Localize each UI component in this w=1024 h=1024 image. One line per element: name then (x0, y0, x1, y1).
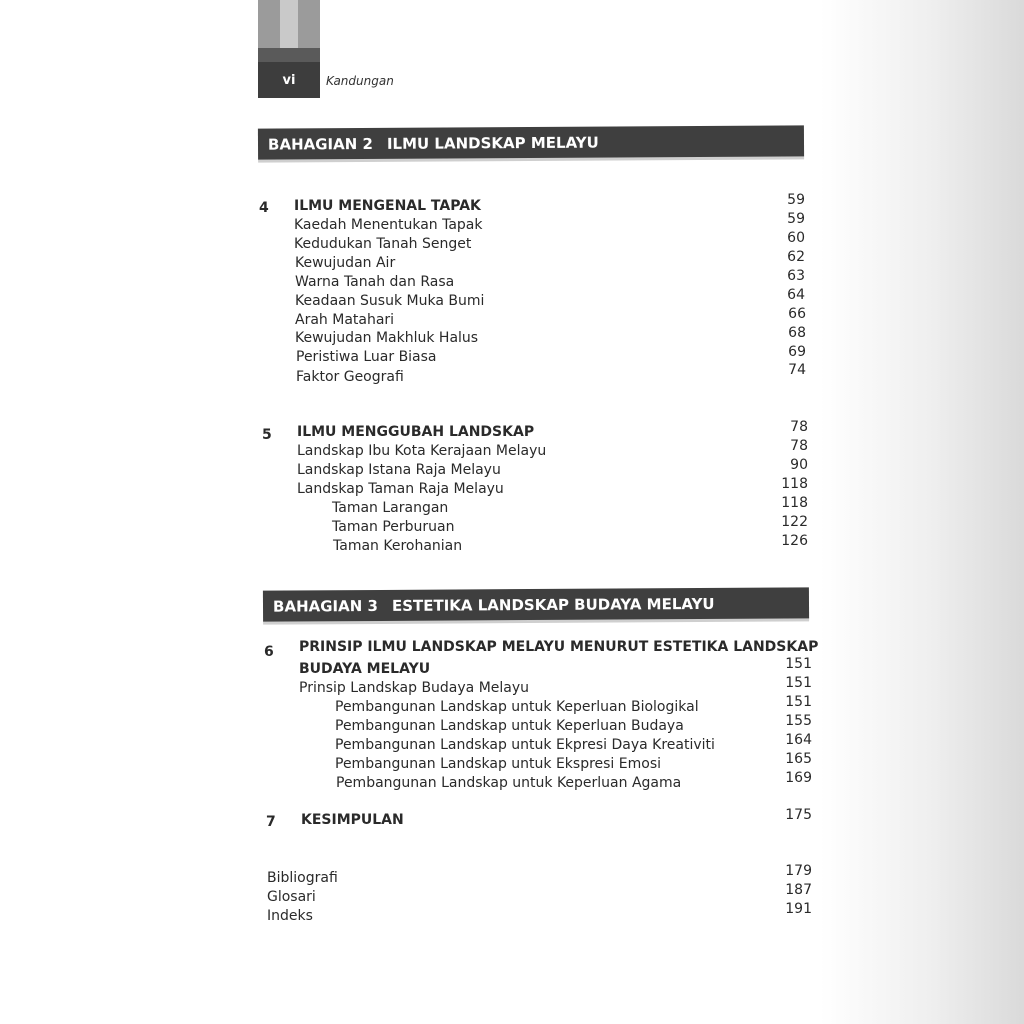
toc-subentry: Pembangunan Landskap untuk Ekspresi Emosi (335, 756, 662, 772)
chapter-title: ILMU MENGENAL TAPAK (294, 198, 481, 214)
chapter-title: ILMU MENGGUBAH LANDSKAP (297, 424, 535, 440)
toc-entry: Landskap Ibu Kota Kerajaan Melayu (297, 443, 547, 459)
toc-page: 90 (790, 457, 808, 473)
toc-entry: Landskap Istana Raja Melayu (297, 462, 501, 478)
toc-page: 164 (785, 732, 812, 748)
tab-light-stripe (280, 0, 298, 48)
toc-entry: Keadaan Susuk Muka Bumi (295, 293, 485, 309)
toc-page: 69 (788, 344, 806, 360)
chapter-title: PRINSIP ILMU LANDSKAP MELAYU MENURUT ESTETIKA LANDSKAP (299, 639, 819, 655)
toc-page: 78 (790, 438, 808, 454)
toc-page: 74 (788, 362, 806, 378)
toc-page: 60 (787, 230, 805, 246)
toc-page: 126 (781, 533, 808, 549)
running-header-title: Kandungan (326, 74, 394, 88)
toc-subentry: Taman Kerohanian (333, 538, 463, 554)
page-gutter-shadow (820, 0, 1024, 1024)
back-matter-entry: Glosari (267, 889, 316, 905)
toc-page: 118 (781, 495, 808, 511)
toc-page: 151 (785, 675, 812, 691)
chapter-title-continued: BUDAYA MELAYU (299, 661, 431, 677)
back-matter-page: 179 (785, 863, 812, 879)
chapter-number: 4 (259, 200, 269, 216)
back-matter-page: 191 (785, 901, 812, 917)
toc-page: 155 (785, 713, 812, 729)
part-title: ILMU LANDSKAP MELAYU (386, 133, 599, 153)
chapter-number: 6 (264, 644, 274, 660)
chapter-number: 5 (262, 427, 272, 443)
toc-subentry: Taman Larangan (332, 500, 449, 516)
page-tab (258, 0, 320, 98)
toc-entry: Kewujudan Makhluk Halus (295, 330, 479, 346)
toc-entry: Faktor Geografi (296, 369, 404, 385)
toc-page: 122 (781, 514, 808, 530)
toc-page: 151 (785, 694, 812, 710)
toc-entry: Kedudukan Tanah Senget (294, 236, 472, 252)
chapter-page: 175 (785, 807, 812, 823)
toc-page: 68 (788, 325, 806, 341)
part-3-banner (263, 587, 809, 621)
toc-subentry: Taman Perburuan (332, 519, 455, 535)
page-number: vi (258, 62, 320, 98)
back-matter-page: 187 (785, 882, 812, 898)
toc-page: 63 (787, 268, 805, 284)
toc-subentry: Pembangunan Landskap untuk Keperluan Budaya (335, 718, 684, 734)
toc-entry: Prinsip Landskap Budaya Melayu (299, 680, 530, 696)
chapter-page: 151 (785, 656, 812, 672)
part-label: BAHAGIAN 2 (267, 134, 373, 154)
toc-page: 64 (787, 287, 805, 303)
toc-entry: Arah Matahari (295, 312, 395, 328)
toc-entry: Kewujudan Air (295, 255, 396, 271)
toc-subentry: Pembangunan Landskap untuk Ekpresi Daya Kreativiti (335, 737, 715, 753)
toc-page: 118 (781, 476, 808, 492)
toc-page: 59 (787, 211, 805, 227)
chapter-page: 59 (787, 192, 805, 208)
toc-page: 62 (787, 249, 805, 265)
toc-subentry: Pembangunan Landskap untuk Keperluan Biologikal (335, 699, 699, 715)
chapter-page: 78 (790, 419, 808, 435)
toc-entry: Warna Tanah dan Rasa (295, 274, 455, 290)
back-matter-entry: Indeks (267, 908, 313, 924)
toc-subentry: Pembangunan Landskap untuk Keperluan Agama (336, 775, 682, 791)
part-title: ESTETIKA LANDSKAP BUDAYA MELAYU (391, 594, 715, 615)
part-label: BAHAGIAN 3 (272, 596, 378, 616)
tab-dark-block (258, 48, 320, 62)
toc-entry: Kaedah Menentukan Tapak (294, 217, 483, 233)
chapter-number: 7 (266, 814, 276, 830)
back-matter-entry: Bibliografi (267, 870, 338, 886)
chapter-title: KESIMPULAN (301, 812, 404, 828)
toc-page: 165 (785, 751, 812, 767)
toc-page: 169 (785, 770, 812, 786)
toc-entry: Landskap Taman Raja Melayu (297, 481, 504, 497)
toc-entry: Peristiwa Luar Biasa (296, 349, 437, 365)
toc-page: 66 (788, 306, 806, 322)
part-2-banner (258, 125, 804, 159)
